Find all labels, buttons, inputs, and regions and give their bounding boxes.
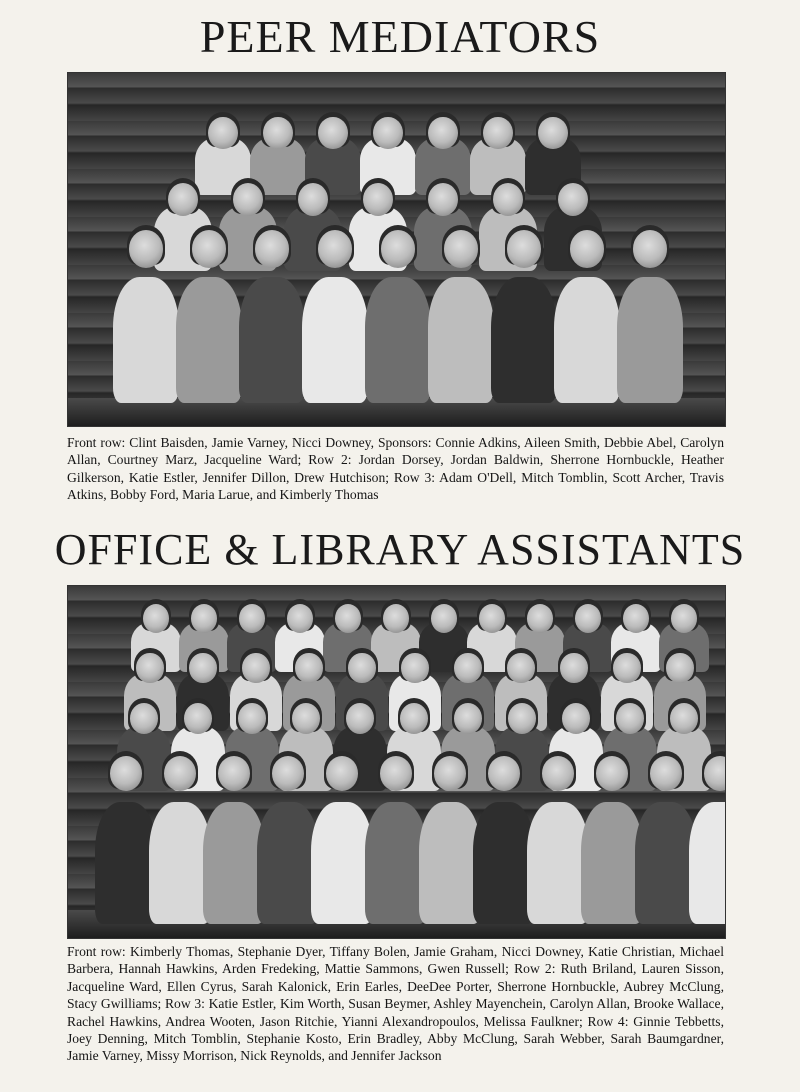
person-face xyxy=(184,703,212,734)
section-title-office-library-assistants: OFFICE & LIBRARY ASSISTANTS xyxy=(54,525,746,574)
person-face xyxy=(558,183,588,216)
person-silhouette xyxy=(428,277,494,403)
person-silhouette xyxy=(257,802,319,924)
person-silhouette xyxy=(491,277,557,403)
person-silhouette xyxy=(365,802,427,924)
person-face xyxy=(507,230,541,268)
person-silhouette xyxy=(527,802,589,924)
person-face xyxy=(538,117,567,149)
person-face xyxy=(454,653,481,683)
person-face xyxy=(479,604,505,633)
person-face xyxy=(623,604,649,633)
person-silhouette xyxy=(311,802,373,924)
person-face xyxy=(381,230,415,268)
person-silhouette xyxy=(365,277,431,403)
person-silhouette xyxy=(95,802,157,924)
person-face xyxy=(287,604,313,633)
peer-mediators-caption: Front row: Clint Baisden, Jamie Varney, Nicci Downey, Sponsors: Connie Adkins, Aileen Smith, Debbie Abel, Carolyn Allan, Courtney Marz, Jacqueline Ward; Row 2: Jordan Dorsey, Jordan Baldwin, Sherrone Hornbuckle, Heather Gilkerson, Katie Estler, Jennifer Dillon, Drew Hutchison; Row 3: Adam O'Dell, Mitch Tomblin, Scott Archer, Travis Atkins, Bobby Ford, Maria Larue, and Kimberly Thomas xyxy=(67,435,724,503)
person-face xyxy=(633,230,667,268)
person-face xyxy=(493,183,523,216)
person-silhouette xyxy=(419,802,481,924)
person-silhouette xyxy=(689,802,726,924)
person-face xyxy=(613,653,640,683)
person-face xyxy=(346,703,374,734)
person-face xyxy=(143,604,169,633)
person-face xyxy=(255,230,289,268)
person-face xyxy=(527,604,553,633)
peer-mediators-group-photo xyxy=(67,72,726,427)
person-face xyxy=(295,653,322,683)
person-face xyxy=(233,183,263,216)
person-face xyxy=(428,183,458,216)
person-face xyxy=(575,604,601,633)
person-face xyxy=(444,230,478,268)
person-face xyxy=(168,183,198,216)
person-face xyxy=(298,183,328,216)
person-face xyxy=(373,117,402,149)
person-face xyxy=(239,604,265,633)
person-silhouette xyxy=(635,802,697,924)
person-face xyxy=(238,703,266,734)
person-silhouette xyxy=(302,277,368,403)
person-face xyxy=(263,117,292,149)
person-face xyxy=(401,653,428,683)
section-title-peer-mediators: PEER MEDIATORS xyxy=(199,11,601,62)
person-silhouette xyxy=(473,802,535,924)
person-face xyxy=(136,653,163,683)
person-face xyxy=(363,183,393,216)
office-library-assistants-group-photo xyxy=(67,585,726,939)
person-silhouette xyxy=(617,277,683,403)
person-face xyxy=(348,653,375,683)
person-face xyxy=(670,703,698,734)
person-face xyxy=(428,117,457,149)
person-face xyxy=(192,230,226,268)
person-face xyxy=(400,703,428,734)
person-silhouette xyxy=(581,802,643,924)
person-face xyxy=(208,117,237,149)
person-face xyxy=(431,604,457,633)
person-face xyxy=(189,653,216,683)
person-face xyxy=(454,703,482,734)
person-face xyxy=(562,703,590,734)
person-face xyxy=(570,230,604,268)
person-silhouette xyxy=(149,802,211,924)
person-face xyxy=(507,653,534,683)
office-library-assistants-caption: Front row: Kimberly Thomas, Stephanie Dyer, Tiffany Bolen, Jamie Graham, Nicci Downey, Katie Christian, Michael Barbera, Hannah Hawkins, Arden Fredeking, Mattie Sammons, Gwen Russell; Row 2: Ruth Briland, Lauren Sisson, Jacqueline Ward, Ellen Cyrus, Sarah Kalonick, Erin Earles, DeeDee Porter, Sherrone Hornbuckle, Aubrey McClung, Stacy Gwilliams; Row 3: Katie Estler, Kim Worth, Susan Beymer, Ashley Mayenchein, Carolyn Allan, Brooke Wallace, Rachel Hawkins, Andrea Wooten, Jason Ritchie, Yianni Alexandropoulos, Melissa Faulkner; Row 4: Ginnie Tebbetts, Joey Denning, Mitch Tomblin, Stephanie Kosto, Erin Bradley, Abby McClung, Sarah Webber, Sarah Baumgardner, Jamie Varney, Missy Morrison, Nick Reynolds, and Jennifer Jackson xyxy=(67,944,724,1064)
person-face xyxy=(292,703,320,734)
person-face xyxy=(318,117,347,149)
person-face xyxy=(242,653,269,683)
person-face xyxy=(335,604,361,633)
person-face xyxy=(671,604,697,633)
person-face xyxy=(318,230,352,268)
person-face xyxy=(560,653,587,683)
person-silhouette xyxy=(113,277,179,403)
person-face xyxy=(666,653,693,683)
person-face xyxy=(508,703,536,734)
person-silhouette xyxy=(203,802,265,924)
person-silhouette xyxy=(176,277,242,403)
person-face xyxy=(483,117,512,149)
person-face xyxy=(191,604,217,633)
person-face xyxy=(616,703,644,734)
person-silhouette xyxy=(554,277,620,403)
person-face xyxy=(130,703,158,734)
person-face xyxy=(383,604,409,633)
person-face xyxy=(129,230,163,268)
person-silhouette xyxy=(239,277,305,403)
